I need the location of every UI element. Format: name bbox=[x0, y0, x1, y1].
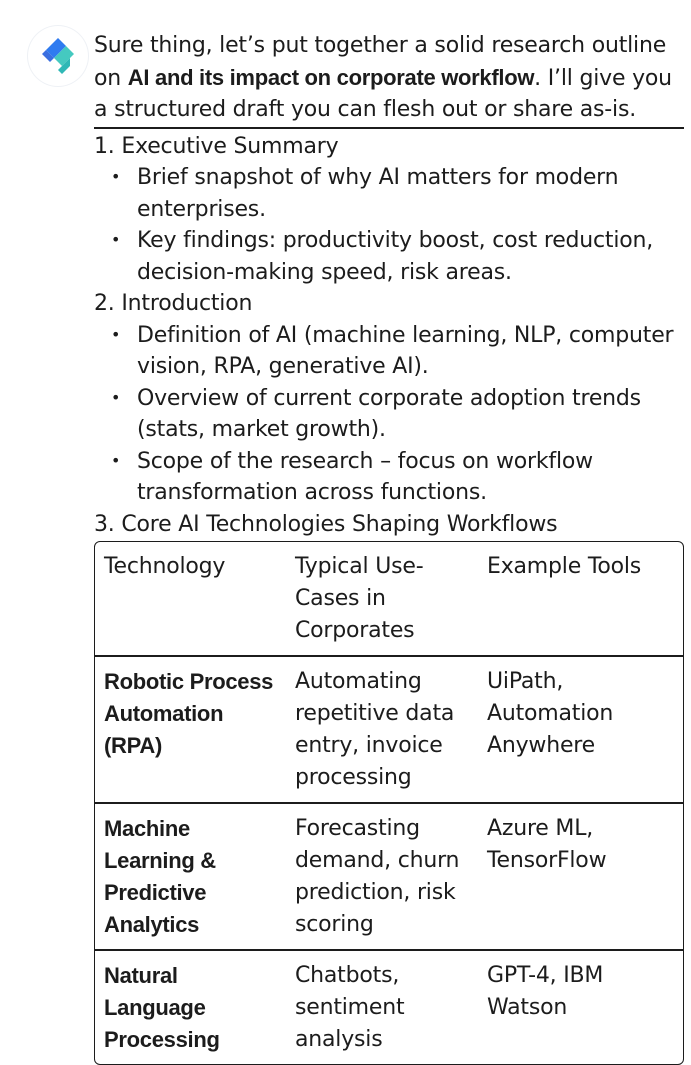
table-cell-technology: Natural Language Processing bbox=[95, 950, 286, 1064]
table-row bbox=[95, 656, 683, 803]
table-cell-tools: UiPath, Automation Anywhere bbox=[478, 656, 683, 803]
assistant-avatar bbox=[28, 26, 88, 86]
table-cell-use-cases: Chatbots, sentiment analysis bbox=[286, 950, 478, 1064]
list-item: • Scope of the research – focus on workflow transformation across functions. bbox=[137, 446, 674, 509]
intro-topic: AI and its impact on corporate workflow bbox=[127, 64, 535, 90]
table-row bbox=[95, 950, 683, 1064]
intro-paragraph bbox=[94, 30, 674, 126]
table-header-cell: Technology bbox=[104, 554, 226, 579]
table-cell-tools: GPT-4, IBM Watson bbox=[478, 950, 683, 1064]
list-item: • Definition of AI (machine learning, NLP, computer vision, RPA, generative AI). bbox=[137, 320, 674, 383]
table-cell-use-cases: Automating repetitive data entry, invoice processing bbox=[286, 656, 478, 803]
section-heading-executive-summary: 1. Executive Summary bbox=[94, 133, 339, 159]
assistant-logo-icon bbox=[36, 34, 80, 78]
table-header-cell: Typical Use-Cases in Corporates bbox=[295, 554, 424, 643]
table-cell-technology: Machine Learning & Predictive Analytics bbox=[95, 803, 286, 950]
table-header-row bbox=[95, 542, 683, 656]
technologies-table bbox=[94, 541, 684, 1065]
list-item: • Brief snapshot of why AI matters for modern enterprises. bbox=[137, 162, 674, 225]
intro-text-start: Sure thing, let’s put together a solid research outline on bbox=[94, 33, 667, 91]
table-header-cell: Example Tools bbox=[487, 554, 642, 579]
table-cell-use-cases: Forecasting demand, churn prediction, risk scoring bbox=[286, 803, 478, 950]
executive-summary-list bbox=[94, 162, 674, 288]
divider bbox=[94, 127, 684, 129]
assistant-message bbox=[94, 30, 674, 1065]
intro-text-end: . I’ll give you a structured draft you can flesh out or share as-is. bbox=[94, 65, 672, 122]
section-heading-core-technologies: 3. Core AI Technologies Shaping Workflows bbox=[94, 511, 558, 537]
section-heading-introduction: 2. Introduction bbox=[94, 291, 253, 316]
introduction-list bbox=[94, 320, 674, 509]
table-row bbox=[95, 803, 683, 950]
list-item: • Key findings: productivity boost, cost reduction, decision-making speed, risk areas. bbox=[137, 225, 674, 288]
table-cell-technology: Robotic Process Automation (RPA) bbox=[95, 656, 286, 803]
list-item: • Overview of current corporate adoption trends (stats, market growth). bbox=[137, 383, 674, 446]
table-cell-tools: Azure ML, TensorFlow bbox=[478, 803, 683, 950]
